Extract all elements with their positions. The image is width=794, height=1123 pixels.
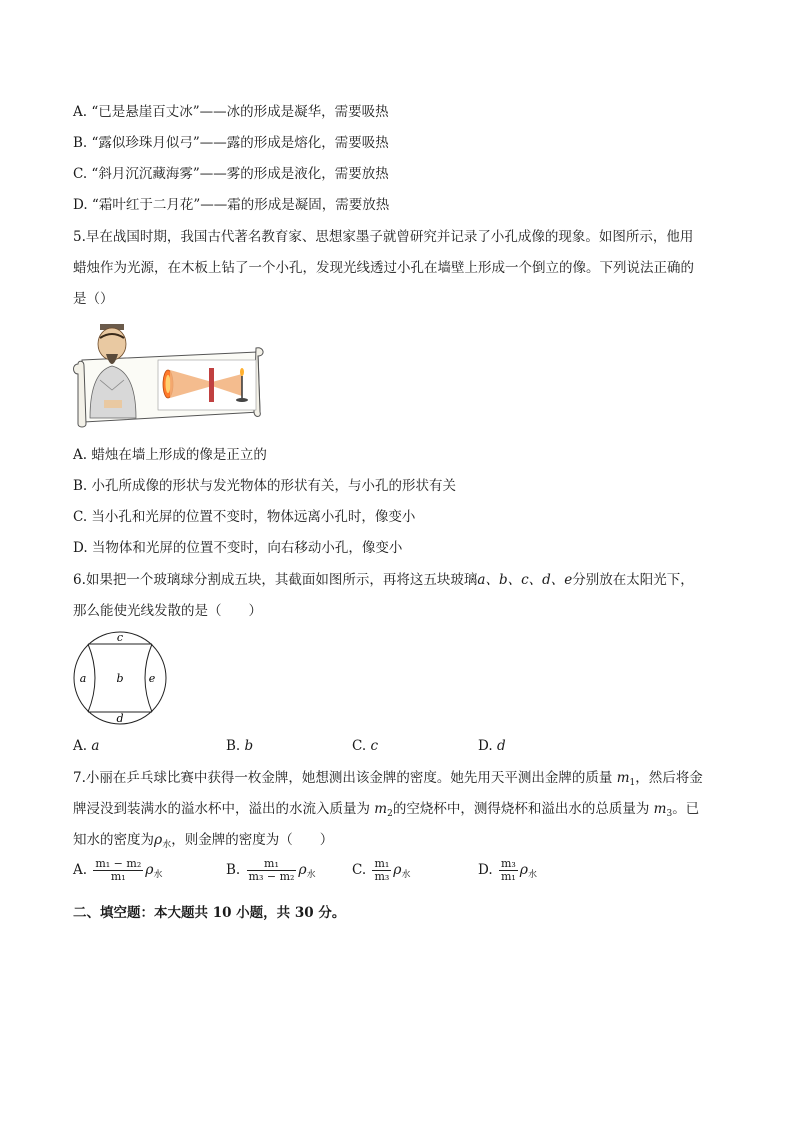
q5-option-c: C. 当小孔和光屏的位置不变时，物体远离小孔时，像变小	[73, 509, 416, 525]
section-2-title: 二、填空题：本大题共 10 小题，共 30 分。	[73, 905, 346, 921]
q7-option-d: D. $\frac{\text{m₃}}{\text{m₁}}$ $\rho_水$	[478, 857, 538, 883]
q6-label-a: a	[79, 672, 87, 685]
q6-label-d: d	[116, 712, 124, 725]
q6-option-a: A. a	[73, 738, 100, 754]
q7-stem-line-1: 7.小丽在乒乓球比赛中获得一枚金牌，她想测出该金牌的密度。她先用天平测出金牌的质量 $m_1$，然后将金	[73, 770, 703, 788]
q4-option-d: D. “霜叶红于二月花”——霜的形成是凝固，需要放热	[73, 197, 390, 213]
q5-stem-line-1: 5.早在战国时期，我国古代著名教育家、思想家墨子就曾研究并记录了小孔成像的现象。如图所示，他用	[73, 229, 694, 245]
q6-stem-line-2: 那么能使光线发散的是（ ）	[73, 603, 262, 619]
q5-stem-line-3: 是（）	[73, 291, 114, 307]
q7-option-a: A. $\frac{\text{m₁ − m₂}}{\text{m₁}}$ $\rho_水$	[73, 857, 163, 883]
q5-option-b: B. 小孔所成像的形状与发光物体的形状有关，与小孔的形状有关	[73, 478, 457, 494]
q6-label-b: b	[116, 672, 124, 685]
q4-option-c: C. “斜月沉沉藏海雾”——雾的形成是液化，需要放热	[73, 166, 389, 182]
q6-option-c: C. c	[352, 738, 378, 754]
q5-option-d: D. 当物体和光屏的位置不变时，向右移动小孔，像变小	[73, 540, 403, 556]
q5-option-a: A. 蜡烛在墙上形成的像是正立的	[73, 447, 267, 463]
q6-option-b: B. b	[226, 738, 254, 754]
q6-label-c: c	[116, 631, 124, 644]
q5-figure-mozi-pinhole	[70, 320, 270, 430]
q6-stem-line-1: 6.如果把一个玻璃球分割成五块，其截面如图所示，再将这五块玻璃a、b、c、d、e分别放在太阳光下，	[73, 572, 694, 588]
q6-option-d: D. d	[478, 738, 506, 754]
q7-option-c: C. $\frac{\text{m₁}}{\text{m₃}}$ $\rho_水$	[352, 857, 411, 883]
q6-figure-glass-sphere	[72, 630, 168, 726]
q5-stem-line-2: 蜡烛作为光源，在木板上钻了一个小孔，发现光线透过小孔在墙壁上形成一个倒立的像。下列说法正确的	[73, 260, 694, 276]
q6-label-e: e	[148, 672, 156, 685]
q7-stem-line-2: 牌浸没到装满水的溢水杯中，溢出的水流入质量为 $m_2$的空烧杯中，测得烧杯和溢出水的总质量为 $m_3$。已	[73, 801, 700, 819]
q7-option-b: B. $\frac{\text{m₁}}{\text{m₃ − m₂}}$ $\rho_水$	[226, 857, 316, 883]
q4-option-a: A. “已是悬崖百丈冰”——冰的形成是凝华，需要吸热	[73, 104, 389, 120]
q4-option-b: B. “露似珍珠月似弓”——露的形成是熔化，需要吸热	[73, 135, 389, 151]
q7-stem-line-3: 知水的密度为$\rho_水$，则金牌的密度为（ ）	[73, 832, 334, 850]
